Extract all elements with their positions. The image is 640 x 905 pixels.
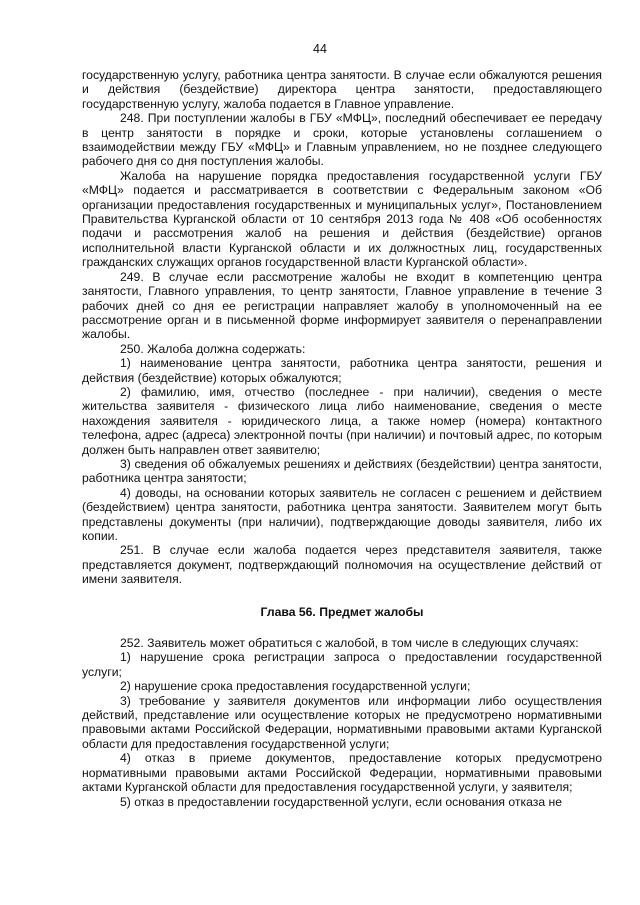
paragraph: 2) нарушение срока предоставления государственной услуги; bbox=[120, 679, 471, 694]
paragraph: 4) отказ в приеме документов, предоставление которых предусмотрено нормативными правовыми актами Российской Федерации, нормативными правовыми актами Курганской области для предоставления государственной услуги, у заявителя; bbox=[82, 751, 602, 795]
paragraph: 3) сведения об обжалуемых решениях и действиях (бездействии) центра занятости, работника центра занятости; bbox=[82, 456, 602, 486]
paragraph: 1) нарушение срока регистрации запроса о предоставлении государственной услуги; bbox=[82, 650, 602, 679]
paragraph: 4) доводы, на основании которых заявитель не согласен с решением и действием (бездействием) центра занятости, работника центра занятости. Заявителем могут быть представлены документы (при наличии), подтверждающие доводы заявителя, либо их копии. bbox=[82, 485, 602, 543]
page-number: 44 bbox=[313, 42, 327, 56]
paragraph: 249. В случае если рассмотрение жалобы не входит в компетенцию центра занятости, Главного управления, то центр занятости, Главное управление в течение 3 рабочих дней со дня ее регистрации направляет жалобу в уполномоченный на ее рассмотрение орган и в письменной форме информирует заявителя о перенаправлении жалобы. bbox=[82, 269, 602, 342]
paragraph: 252. Заявитель может обратиться с жалобой, в том числе в следующих случаях: bbox=[120, 636, 579, 651]
paragraph: Жалоба на нарушение порядка предоставления государственной услуги ГБУ «МФЦ» подается и рассматривается в соответствии с Федеральным законом «Об организации предоставления государственных и муниципальных услуг», Постановлением Правительства Курганской области от 10 сентября 2013 года № 408 «Об особенностях подачи и рассмотрения жалоб на решения и действия (бездействие) органов исполнительной власти Курганской области и их должностных лиц, государственных гражданских служащих органов государственной власти Курганской области». bbox=[82, 168, 602, 270]
paragraph: 3) требование у заявителя документов или информации либо осуществления действий, представление или осуществление которых не предусмотрено нормативными правовыми актами Российской Федерации, нормативными правовыми актами Курганской области для предоставления государственной услуги; bbox=[82, 693, 602, 751]
paragraph: 1) наименование центра занятости, работника центра занятости, решения и действия (бездействие) которых обжалуются; bbox=[82, 356, 602, 385]
paragraph: 2) фамилию, имя, отчество (последнее - при наличии), сведения о месте жительства заявителя - физического лица либо наименование, сведения о месте нахождения заявителя - юридического лица, а также номер (номера) контактного телефона, адрес (адреса) электронной почты (при наличии) и почтовый адрес, по которым должен быть направлен ответ заявителю; bbox=[82, 384, 602, 457]
paragraph: 251. В случае если жалоба подается через представителя заявителя, также представляется документ, подтверждающий полномочия на осуществление действий от имени заявителя. bbox=[82, 543, 602, 587]
chapter-heading: Глава 56. Предмет жалобы bbox=[260, 604, 424, 619]
document-body bbox=[82, 68, 602, 809]
paragraph: государственную услугу, работника центра занятости. В случае если обжалуются решения и действия (бездействие) директора центра занятости, предоставляющего государственную услугу, жалоба подается в Главное управление. bbox=[82, 68, 602, 111]
paragraph: 5) отказ в предоставлении государственной услуги, если основания отказа не bbox=[120, 794, 563, 809]
paragraph: 250. Жалоба должна содержать: bbox=[120, 341, 306, 356]
paragraph: 248. При поступлении жалобы в ГБУ «МФЦ», последний обеспечивает ее передачу в центр занятости в порядке и сроки, которые установлены соглашением о взаимодействии между ГБУ «МФЦ» и Главным управлением, но не позднее следующего рабочего дня со дня поступления жалобы. bbox=[82, 111, 602, 169]
